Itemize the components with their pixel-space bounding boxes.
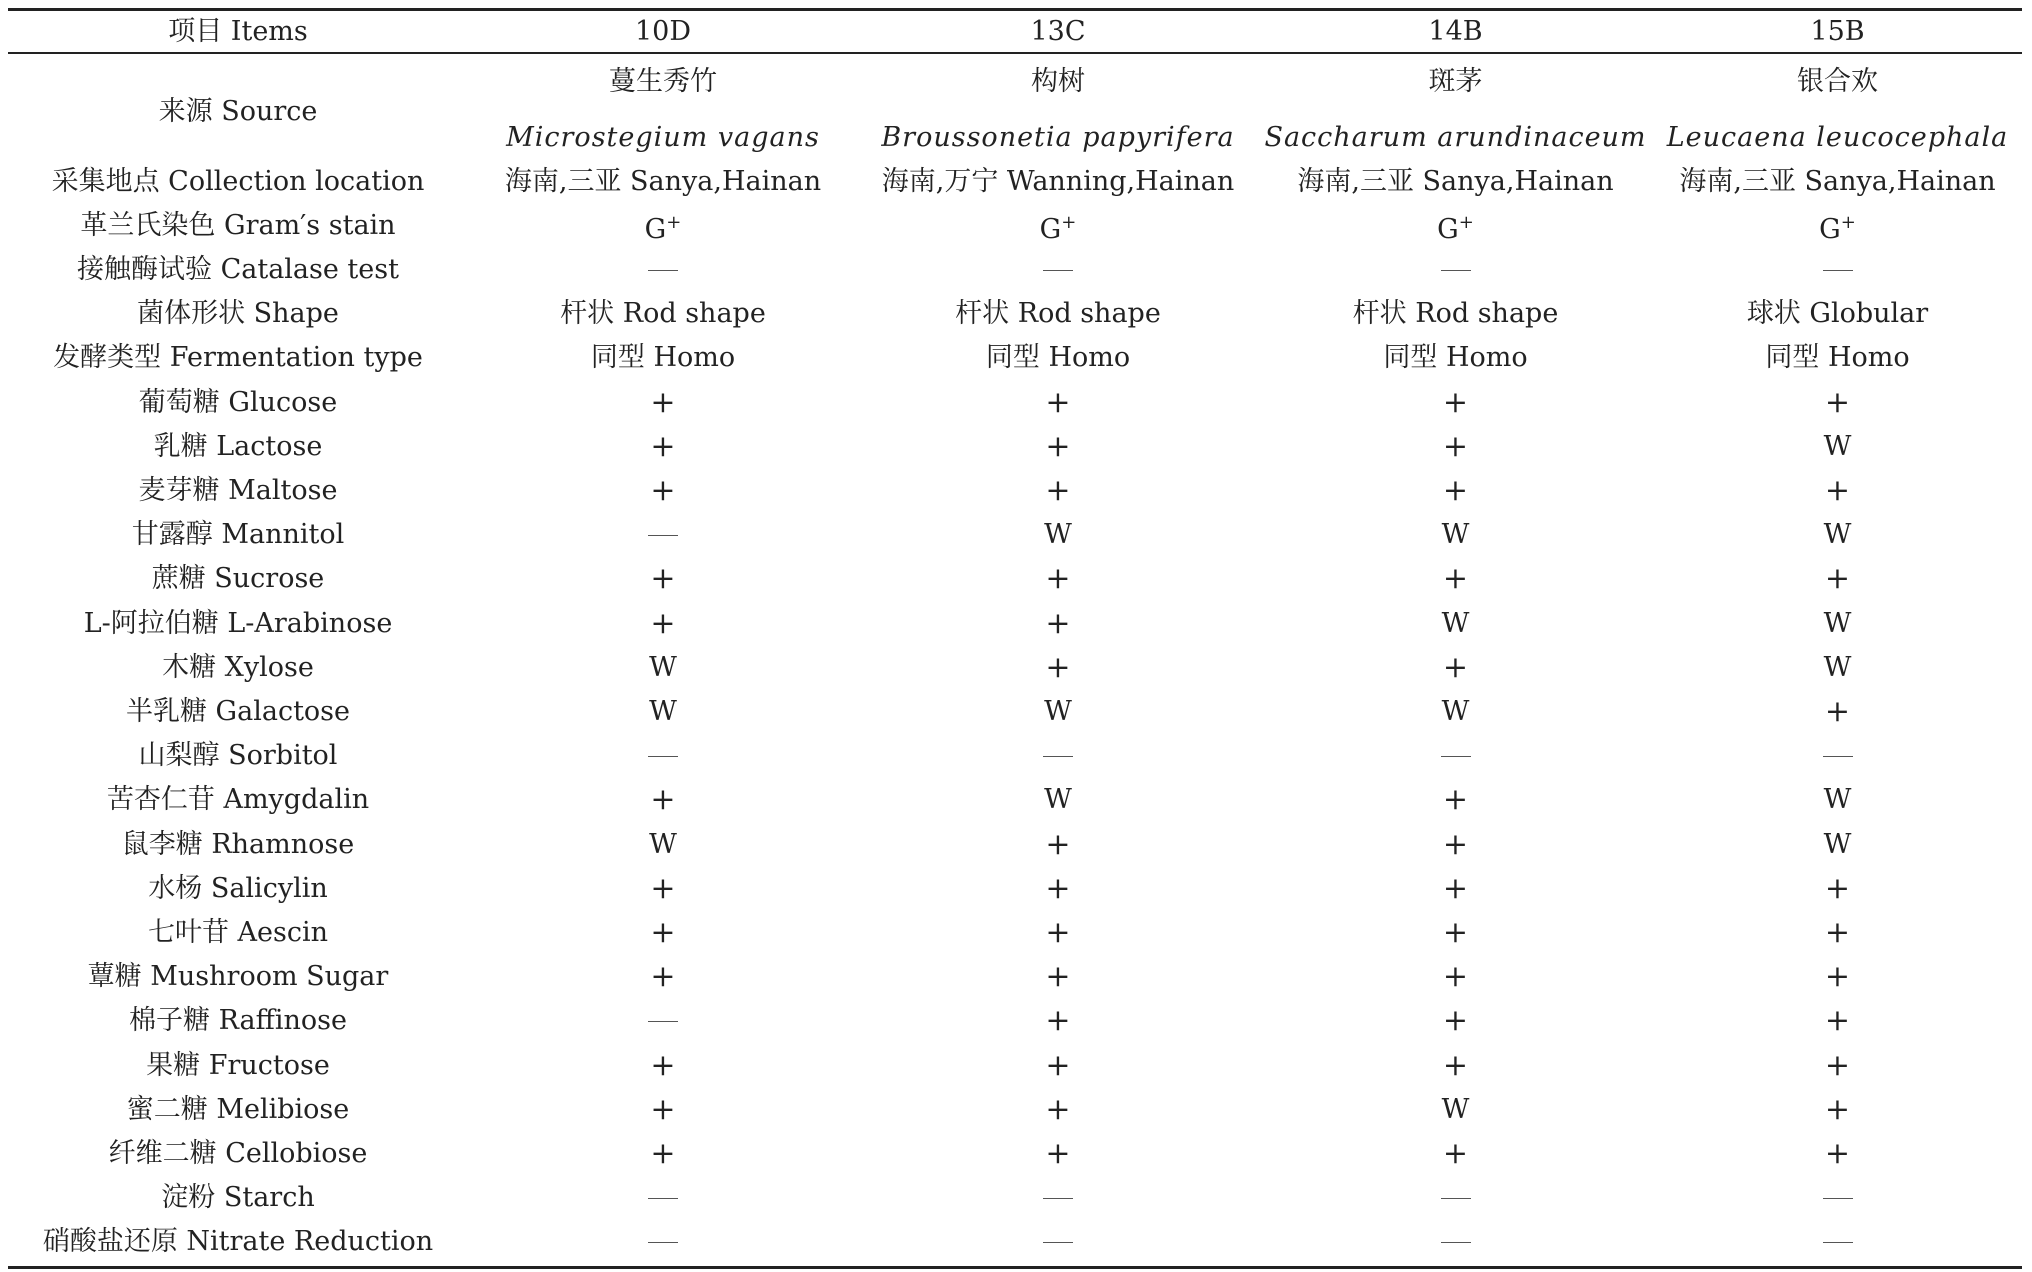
source-cn: 蔓生秀竹 [609, 66, 717, 97]
header-col-10d: 10D [634, 16, 691, 47]
header-row [8, 10, 2022, 54]
dash-mark [648, 535, 678, 536]
result-cell: + [1045, 1136, 1071, 1171]
result-cell [468, 1176, 858, 1220]
result-cell: + [1045, 959, 1071, 995]
result-cell: + [650, 561, 676, 597]
row-label: 甘露醇 Mannitol [131, 519, 345, 551]
result-cell [468, 513, 858, 557]
result-cell: + [1824, 1047, 1851, 1083]
source-cn: 构树 [1031, 66, 1085, 97]
location-value: 海南,万宁 Wanning,Hainan [881, 166, 1235, 197]
result-cell [1258, 734, 1653, 778]
source-cn-row [8, 60, 2022, 104]
dash-mark [1043, 756, 1073, 757]
result-cell: W [649, 651, 677, 683]
location-value: 海南,三亚 Sanya,Hainan [1679, 166, 1996, 197]
header-col-13c: 13C [1030, 16, 1086, 47]
row-label: 山梨醇 Sorbitol [138, 740, 338, 772]
result-cell: W [1044, 696, 1072, 727]
result-cell: W [1823, 784, 1852, 816]
table-row [8, 513, 2022, 557]
gram-value: G+ [1437, 211, 1474, 245]
result-cell: + [1442, 384, 1469, 420]
result-cell: 杆状 Rod shape [955, 298, 1161, 330]
row-label: 蕈糖 Mushroom Sugar [87, 961, 389, 993]
result-cell: + [1045, 1091, 1071, 1127]
result-cell: + [1442, 1003, 1469, 1039]
gram-value: G+ [1039, 211, 1077, 245]
row-label: 淀粉 Starch [161, 1182, 315, 1214]
row-label: 棉子糖 Raffinose [129, 1005, 347, 1037]
result-cell: W [1823, 651, 1852, 683]
result-cell [468, 734, 858, 778]
result-cell [1258, 1176, 1653, 1220]
result-cell [468, 1220, 858, 1264]
result-cell: + [1824, 1003, 1851, 1039]
result-cell: + [1045, 428, 1071, 464]
source-latin-row [8, 116, 2022, 160]
table-row [8, 1176, 2022, 1220]
bottom-rule [8, 1266, 2022, 1269]
location-value: 海南,三亚 Sanya,Hainan [1297, 166, 1614, 197]
result-cell: W [1441, 696, 1470, 727]
row-label: 鼠李糖 Rhamnose [121, 828, 355, 860]
row-label: 苦杏仁苷 Amygdalin [106, 784, 370, 816]
result-cell: + [1045, 1003, 1071, 1039]
table-row [8, 1088, 2022, 1132]
result-cell: + [650, 870, 676, 906]
result-cell: + [650, 384, 676, 420]
row-label: 麦芽糖 Maltose [138, 475, 338, 506]
row-label: 半乳糖 Galactose [125, 696, 351, 727]
result-cell: + [1045, 1047, 1071, 1083]
result-cell: + [1824, 1136, 1851, 1171]
result-cell: W [1823, 430, 1852, 462]
dash-mark [648, 1021, 678, 1022]
result-cell [468, 999, 858, 1043]
result-cell: 杆状 Rod shape [560, 298, 766, 330]
result-cell: + [1045, 473, 1071, 508]
row-label: 蜜二糖 Melibiose [126, 1093, 350, 1125]
table-row [8, 646, 2022, 690]
result-cell [858, 1176, 1258, 1220]
result-cell: W [1044, 784, 1072, 816]
location-row [8, 160, 2022, 204]
gram-value: G+ [1819, 211, 1856, 245]
source-latin: Microstegium vagans [506, 122, 820, 153]
result-cell: W [1441, 519, 1470, 551]
table-row [8, 823, 2022, 867]
result-cell: + [1045, 605, 1071, 641]
result-cell: 同型 Homo [1383, 342, 1528, 374]
result-cell: 同型 Homo [590, 342, 736, 374]
result-cell: + [1442, 826, 1469, 862]
result-cell: + [1442, 782, 1469, 818]
result-cell: + [1824, 915, 1851, 950]
result-cell: + [650, 1136, 676, 1171]
table-row [8, 381, 2022, 425]
table-row [8, 911, 2022, 955]
result-cell: + [1442, 959, 1469, 995]
result-cell: + [1442, 1047, 1469, 1083]
result-cell: W [1823, 519, 1852, 551]
result-cell [1653, 1176, 2022, 1220]
dash-mark [1043, 270, 1073, 271]
row-label: 纤维二糖 Cellobiose [108, 1138, 368, 1169]
result-cell: 球状 Globular [1746, 298, 1929, 330]
result-cell: W [1823, 828, 1852, 860]
row-label: L-阿拉伯糖 L-Arabinose [83, 607, 393, 639]
result-cell: + [1442, 915, 1469, 950]
result-cell: W [1441, 607, 1470, 639]
source-cn: 斑茅 [1428, 66, 1483, 97]
table-row [8, 557, 2022, 601]
table-row [8, 999, 2022, 1043]
result-cell: + [650, 473, 676, 508]
dash-mark [1823, 1242, 1853, 1243]
dash-mark [1043, 1242, 1073, 1243]
row-label: 水杨 Salicylin [148, 872, 328, 904]
gram-row [8, 204, 2022, 248]
result-cell: + [1824, 694, 1851, 729]
dash-mark [648, 756, 678, 757]
source-cn: 银合欢 [1797, 66, 1878, 97]
result-cell: + [1824, 1091, 1851, 1127]
table-row [8, 602, 2022, 646]
gram-value: G+ [644, 211, 682, 245]
row-label: 硝酸盐还原 Nitrate Reduction [42, 1226, 434, 1258]
dash-mark [648, 1198, 678, 1199]
dash-mark [1441, 1198, 1471, 1199]
dash-mark [1043, 1198, 1073, 1199]
row-label: 菌体形状 Shape [137, 298, 339, 330]
result-cell: + [1442, 428, 1469, 464]
result-cell: 同型 Homo [1765, 342, 1910, 374]
result-cell: + [650, 605, 676, 641]
result-cell [1653, 1220, 2022, 1264]
result-cell: + [1824, 561, 1851, 597]
result-cell: + [650, 782, 676, 818]
result-cell: + [650, 1091, 676, 1127]
result-cell: + [1045, 561, 1071, 597]
dash-mark [1441, 270, 1471, 271]
result-cell: + [1045, 915, 1071, 950]
result-cell: + [1442, 561, 1469, 597]
result-cell: + [1442, 473, 1469, 508]
gram-label: 革兰氏染色 Gram′s stain [80, 210, 396, 241]
result-cell: + [650, 959, 676, 995]
result-cell [1258, 248, 1653, 292]
header-col-14b: 14B [1428, 16, 1483, 47]
result-cell [858, 1220, 1258, 1264]
result-cell: + [1824, 959, 1851, 995]
result-cell [858, 734, 1258, 778]
table-row [8, 248, 2022, 292]
row-label: 蔗糖 Sucrose [151, 563, 325, 595]
table-row [8, 292, 2022, 336]
row-label: 木糖 Xylose [162, 651, 314, 683]
source-latin: Broussonetia papyrifera [881, 122, 1235, 153]
dash-mark [648, 270, 678, 271]
header-col-15b: 15B [1810, 16, 1865, 47]
result-cell [1258, 1220, 1653, 1264]
result-cell: + [650, 915, 676, 950]
result-cell: W [1823, 607, 1852, 639]
table-row [8, 778, 2022, 822]
table-row [8, 1132, 2022, 1176]
location-value: 海南,三亚 Sanya,Hainan [504, 166, 822, 197]
row-label: 七叶苷 Aescin [147, 917, 329, 948]
result-cell: W [1441, 1093, 1470, 1125]
result-cell: + [1045, 826, 1071, 862]
result-cell: + [1045, 870, 1071, 906]
result-cell: + [650, 1047, 676, 1083]
result-cell: + [1442, 870, 1469, 906]
row-label: 果糖 Fructose [146, 1049, 330, 1081]
result-cell: + [1045, 649, 1071, 685]
result-cell [858, 248, 1258, 292]
row-label: 发酵类型 Fermentation type [53, 342, 423, 374]
table-row [8, 734, 2022, 778]
source-latin: Saccharum arundinaceum [1264, 122, 1647, 153]
dash-mark [1441, 1242, 1471, 1243]
header-items: 项目 Items [168, 16, 308, 47]
dash-mark [648, 1242, 678, 1243]
result-cell: + [1442, 649, 1469, 685]
location-label: 采集地点 Collection location [51, 166, 425, 197]
result-cell [468, 248, 858, 292]
table-row [8, 469, 2022, 513]
result-cell: + [650, 428, 676, 464]
row-label: 接触酶试验 Catalase test [77, 254, 399, 285]
result-cell: + [1824, 384, 1851, 420]
table-row [8, 1044, 2022, 1088]
table-row [8, 336, 2022, 380]
result-cell: W [649, 696, 677, 727]
dash-mark [1823, 270, 1853, 271]
result-cell [1653, 248, 2022, 292]
result-cell: + [1824, 870, 1851, 906]
row-label: 葡萄糖 Glucose [138, 386, 338, 418]
result-cell: + [1442, 1136, 1469, 1171]
source-latin: Leucaena leucocephala [1666, 122, 2009, 153]
result-cell: W [1044, 519, 1072, 551]
result-cell: 同型 Homo [985, 342, 1131, 374]
table-row [8, 955, 2022, 999]
dash-mark [1823, 756, 1853, 757]
result-cell: + [1824, 473, 1851, 508]
result-cell: + [1045, 384, 1071, 420]
table-row [8, 1220, 2022, 1264]
table-row [8, 425, 2022, 469]
table-row [8, 867, 2022, 911]
dash-mark [1823, 1198, 1853, 1199]
result-cell: 杆状 Rod shape [1352, 298, 1559, 330]
source-label: 来源 Source [158, 96, 318, 127]
result-cell [1653, 734, 2022, 778]
result-cell: W [649, 828, 677, 860]
table-row [8, 690, 2022, 734]
row-label: 乳糖 Lactose [153, 430, 323, 462]
dash-mark [1441, 756, 1471, 757]
